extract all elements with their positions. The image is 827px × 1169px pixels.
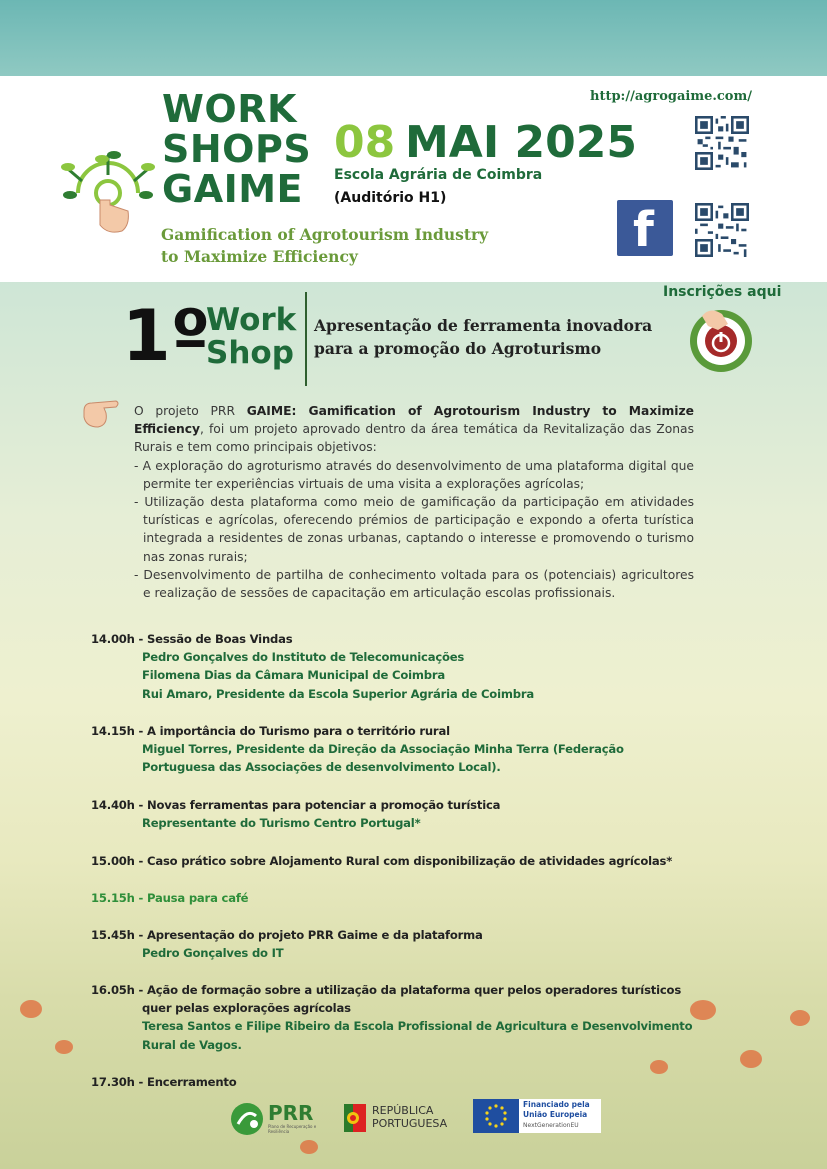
- qr-code-icon[interactable]: [695, 203, 749, 257]
- intro-bullet-2: - Utilização desta plataforma como meio de gamificação da participação em atividades turísticas e agrícolas, oferecendo prémios de participação e expondo a oferta turística integrada a residentes de zonas urbanas, captando o interesse e promovendo o turismo nas zonas rurais;: [134, 495, 694, 564]
- prr-sublabel: Plano de Recuperação e Resiliência: [268, 1124, 317, 1134]
- program-item: [91, 926, 483, 962]
- eu-line-2: União Europeia: [523, 1110, 588, 1119]
- divider: [305, 292, 307, 386]
- program-time: 17.30h - Encerramento: [91, 1075, 237, 1089]
- website-link[interactable]: http://agrogaime.com/: [590, 89, 752, 104]
- intro-bullet-1: - A exploração do agroturismo através do desenvolvimento de uma plataforma digital que permite ter experiências virtuais de uma visita a explorações agrícolas;: [134, 458, 694, 491]
- program-item: [91, 981, 692, 1054]
- program-item: [91, 722, 624, 777]
- registration-label[interactable]: Inscrições aqui: [663, 284, 782, 300]
- republica-portuguesa-logo: [344, 1102, 464, 1136]
- program-speaker: Portuguesa das Associações de desenvolvimento Local).: [142, 760, 501, 775]
- program-item: [91, 796, 500, 832]
- program-item: [91, 1073, 236, 1091]
- eu-funding-logo: [473, 1099, 601, 1133]
- qr-code-icon[interactable]: [695, 116, 749, 170]
- program-speaker: Pedro Gonçalves do Instituto de Telecomunicações: [142, 650, 465, 665]
- program-time: 15.15h - Pausa para café: [91, 891, 249, 905]
- program-time: 15.45h - Apresentação do projeto PRR Gaime e da plataforma: [91, 928, 483, 942]
- program-speaker: Representante do Turismo Centro Portugal*: [142, 816, 421, 831]
- republica-line-2: PORTUGUESA: [372, 1117, 448, 1130]
- intro-lead-rest: , foi um projeto aprovado dentro da área temática da Revitalização das Zonas Rurais e tem como principais objetivos:: [134, 422, 694, 455]
- program-time: 14.00h - Sessão de Boas Vindas: [91, 632, 293, 646]
- republica-line-1: REPÚBLICA: [372, 1104, 434, 1117]
- workshop-description: [314, 314, 652, 360]
- prr-label: PRR: [268, 1101, 314, 1125]
- intro-bullet-3: - Desenvolvimento de partilha de conhecimento voltada para os (potenciais) agricultores e realização de sessões de capacitação em articulação escolas profissionais.: [134, 567, 694, 601]
- registration-power-button-icon[interactable]: [688, 308, 754, 374]
- subtitle-line-1: Gamification of Agrotourism Industry: [161, 225, 489, 244]
- subtitle-line-2: to Maximize Efficiency: [161, 247, 358, 266]
- prr-logo-icon: [230, 1102, 264, 1136]
- facebook-icon[interactable]: [617, 200, 673, 256]
- workshop-word-2: Shop: [206, 335, 294, 371]
- intro-text: [134, 402, 694, 602]
- venue: Escola Agrária de Coimbra: [334, 167, 543, 183]
- workshop-number: 1º: [122, 295, 211, 377]
- workshop-word-1: Work: [206, 302, 297, 338]
- facebook-letter: f: [633, 202, 654, 258]
- program-time: 15.00h - Caso prático sobre Alojamento Rural com disponibilização de atividades agrícolas*: [91, 854, 673, 868]
- gaime-logo-icon: [58, 145, 158, 235]
- date-month-year: MAI 2025: [405, 117, 637, 168]
- date-day: 08: [334, 117, 396, 168]
- workshop-description-line-2: para a promoção do Agroturismo: [314, 339, 602, 358]
- pointing-hand-icon: [82, 393, 122, 433]
- eu-line-1: Financiado pela: [523, 1100, 590, 1109]
- workshop-description-line-1: Apresentação de ferramenta inovadora: [314, 316, 653, 335]
- program-time: 14.15h - A importância do Turismo para o território rural: [91, 724, 450, 738]
- program-speaker: Rural de Vagos.: [142, 1037, 242, 1052]
- project-name: GAIME: Gamification of Agrotourism Industry to Maximize Efficiency: [134, 404, 694, 437]
- eu-flag-icon: [473, 1099, 519, 1133]
- program-speaker: Teresa Santos e Filipe Ribeiro da Escola Profissional de Agricultura e Desenvolvimento: [142, 1019, 693, 1034]
- top-band: [0, 0, 827, 76]
- program-item: [91, 630, 534, 703]
- logo-line-1: WORK: [162, 87, 297, 131]
- eu-sublabel: NextGenerationEU: [523, 1122, 579, 1129]
- logo-line-2: SHOPS: [162, 127, 312, 171]
- program-time-continued: quer pelas explorações agrícolas: [142, 1001, 351, 1016]
- program-item: [91, 852, 672, 870]
- program-speaker: Miguel Torres, Presidente da Direção da Associação Minha Terra (Federação: [142, 742, 624, 757]
- subtitle: [161, 224, 488, 268]
- intro-lead: O projeto PRR: [134, 404, 247, 418]
- program-time: 16.05h - Ação de formação sobre a utilização da plataforma quer pelos operadores turísticos: [91, 983, 682, 997]
- program-speaker: Filomena Dias da Câmara Municipal de Coimbra: [142, 668, 445, 683]
- logo-line-3: GAIME: [162, 167, 304, 211]
- portuguese-flag-icon: [344, 1104, 366, 1132]
- room: (Auditório H1): [334, 190, 447, 206]
- program-speaker: Pedro Gonçalves do IT: [142, 946, 284, 961]
- program-time: 14.40h - Novas ferramentas para potenciar a promoção turística: [91, 798, 501, 812]
- program-item: [91, 889, 248, 907]
- program-speaker: Rui Amaro, Presidente da Escola Superior Agrária de Coimbra: [142, 686, 534, 701]
- prr-logo: [230, 1102, 320, 1136]
